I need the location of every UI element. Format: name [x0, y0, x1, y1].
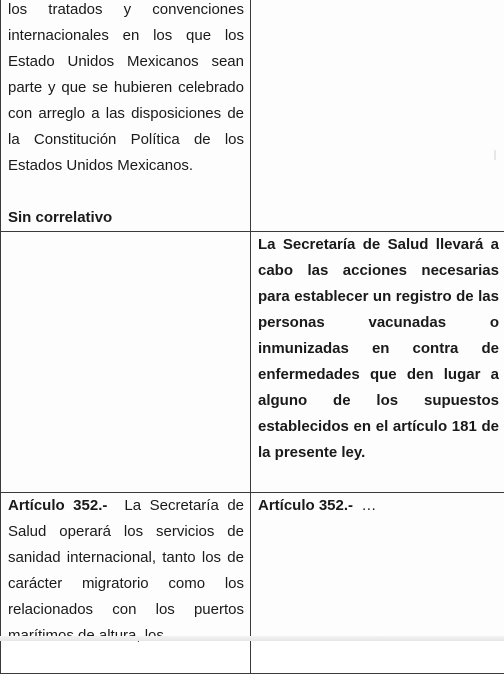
- spacer: [8, 179, 244, 205]
- left-cell: [1, 493, 251, 674]
- page-bottom-edge: [0, 636, 504, 641]
- table-row: [1, 0, 504, 232]
- cell-text: los tratados y convenciones internacionales en los que los Estado Unidos Mexicanos sean parte y que se hubieren celebrado con arreglo a las disposiciones de la Constitución Política de los Estados Unidos Mexicanos.: [8, 0, 244, 179]
- article-paragraph: [8, 493, 244, 649]
- table-row: [1, 232, 504, 493]
- left-cell: [1, 232, 251, 493]
- table-row: [1, 493, 504, 674]
- right-cell: [251, 0, 504, 232]
- article-heading: Artículo 352.-: [8, 497, 107, 514]
- scan-artifact: [494, 150, 496, 160]
- left-cell: [1, 0, 251, 232]
- right-cell: [251, 493, 504, 674]
- ellipsis-text: …: [361, 497, 376, 514]
- article-heading: Artículo 352.-: [258, 497, 353, 514]
- right-cell: [251, 232, 504, 493]
- article-paragraph: [258, 493, 499, 519]
- article-text: La Secretaría de Salud operará los servicios de sanidad internacional, tanto los de carácter migratorio como los relacionados con los puertos: [8, 497, 244, 644]
- sin-correlativo-label: Sin correlativo: [8, 205, 244, 231]
- new-provision-text: La Secretaría de Salud llevará a cabo las acciones necesarias para establecer un registro de las personas vacunadas o inmunizadas en contra de enfermedades que den lugar a alguno de los supuestos establecidos en el artículo 181 de la presente ley.: [258, 232, 499, 466]
